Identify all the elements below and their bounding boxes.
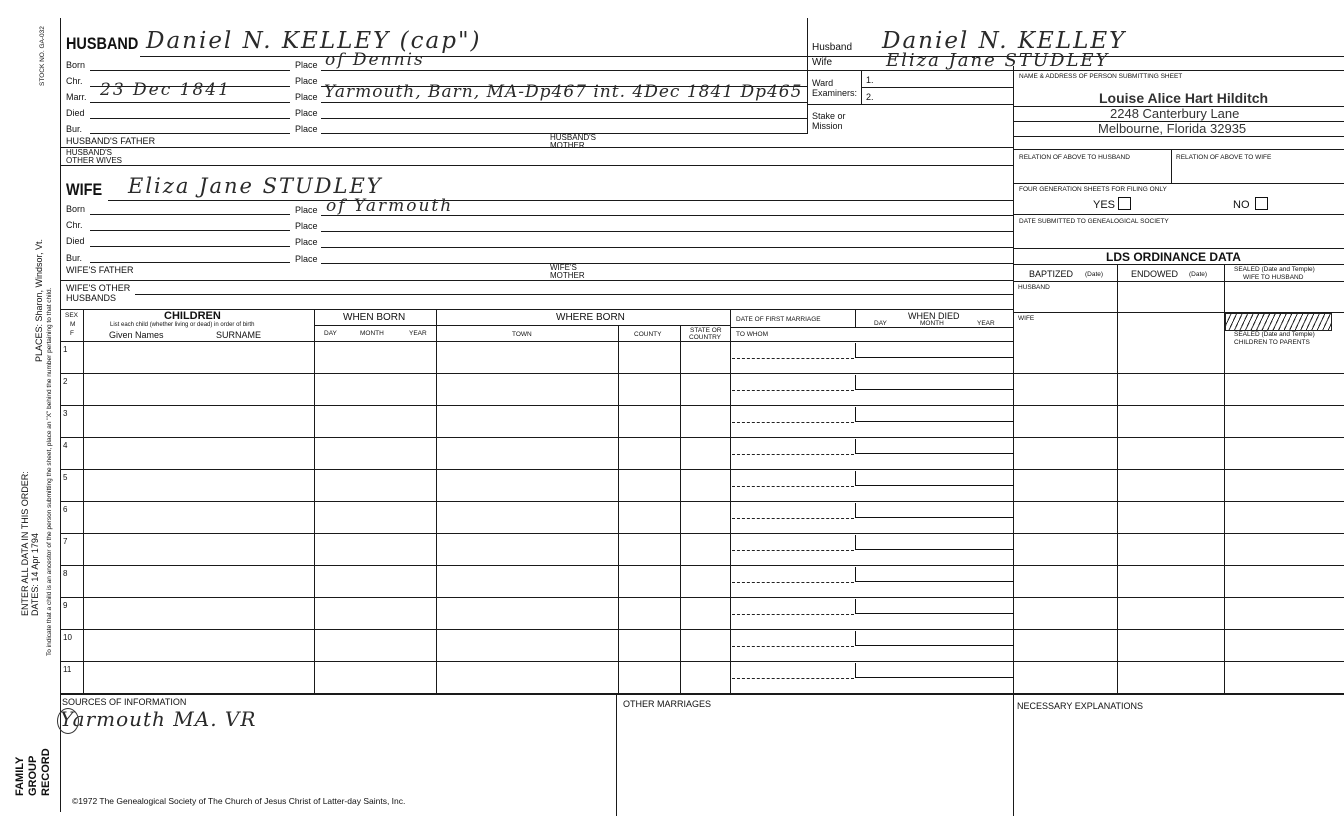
first-marriage-underline <box>730 327 1013 328</box>
child-row-line <box>60 405 1344 406</box>
death-date-field[interactable] <box>855 471 1014 486</box>
sex-label: SEX <box>65 312 79 319</box>
surname-label: SURNAME <box>216 330 262 340</box>
marriage-date-dash <box>732 614 854 615</box>
child-row-number: 7 <box>63 537 68 546</box>
children-list-note: List each child (whether living or dead) in order of birth <box>110 322 255 328</box>
wife-bur-place-label: Place <box>295 254 318 264</box>
baptized-date-label: (Date) <box>1085 271 1104 278</box>
stake-label: Stake or <box>812 111 846 121</box>
wife-parents-line <box>60 280 1013 281</box>
wife-chr-line <box>90 230 290 231</box>
date-submitted-label: DATE SUBMITTED TO GENEALOGICAL SOCIETY <box>1019 218 1169 225</box>
footer-divider <box>616 694 617 816</box>
child-row-line <box>60 437 1344 438</box>
husband-other-wives-label-2: OTHER WIVES <box>66 156 123 165</box>
wifes-mother-label-1: WIFE'S <box>550 263 577 272</box>
given-names-label: Given Names <box>109 330 164 340</box>
wife-other-husbands-label-2: HUSBANDS <box>66 293 117 303</box>
child-row-number: 11 <box>63 665 72 674</box>
relation-to-wife-label: RELATION OF ABOVE TO WIFE <box>1176 154 1272 161</box>
husband-died-place-line <box>321 118 807 119</box>
when-died-label: WHEN DIED <box>908 311 960 321</box>
wife-born-label: Born <box>66 204 86 214</box>
wife-born-place-line <box>321 215 1013 216</box>
relation-divider <box>1171 149 1172 184</box>
wifes-mother-label-2: MOTHER <box>550 271 585 280</box>
husband-born-place-line <box>321 70 807 71</box>
child-row-number: 10 <box>63 633 72 642</box>
husband-bur-label: Bur. <box>66 124 83 134</box>
husbands-father-label: HUSBAND'S FATHER <box>66 136 156 146</box>
husband-section-bottom <box>60 165 1013 166</box>
state-label-2: COUNTRY <box>689 334 722 341</box>
child-row-line <box>60 629 1344 630</box>
husband-born-line <box>90 70 290 71</box>
sources-circle-mark <box>57 708 79 734</box>
header-husband-entry[interactable]: Daniel N. KELLEY <box>882 28 1127 54</box>
death-date-field[interactable] <box>855 535 1014 550</box>
yes-checkbox[interactable] <box>1118 197 1131 210</box>
husband-died-line <box>90 118 290 119</box>
when-died-divider <box>855 309 856 327</box>
submitter-label: NAME & ADDRESS OF PERSON SUBMITTING SHEET <box>1019 73 1183 80</box>
form-title-group: GROUP <box>27 755 39 796</box>
relation-to-husband-label: RELATION OF ABOVE TO HUSBAND <box>1019 154 1130 161</box>
husband-chr-label: Chr. <box>66 76 83 86</box>
child-row-number: 8 <box>63 569 68 578</box>
other-marriages-label: OTHER MARRIAGES <box>623 699 712 709</box>
mission-label: Mission <box>812 121 843 131</box>
wife-chr-place-label: Place <box>295 221 318 231</box>
ancestor-instruction: To indicate that a child is an ancestor of the person submitting the sheet, place an "X" behind the number pertaining to that child. <box>46 287 53 656</box>
husband-heading: HUSBAND <box>66 34 139 53</box>
submitter-street: 2248 Canterbury Lane <box>1110 106 1240 121</box>
wife-bur-label: Bur. <box>66 253 83 263</box>
yes-label: YES <box>1093 199 1116 211</box>
county-label: COUNTY <box>634 331 662 338</box>
lds-title: LDS ORDINANCE DATA <box>1106 250 1241 264</box>
wifes-father-label: WIFE'S FATHER <box>66 265 134 275</box>
child-row-number: 6 <box>63 505 68 514</box>
husband-name-entry[interactable]: Daniel N. KELLEY (cap") <box>146 28 482 54</box>
husband-bur-line <box>90 133 290 134</box>
death-date-field[interactable] <box>855 599 1014 614</box>
wife-chr-place-line <box>321 231 1013 232</box>
no-checkbox[interactable] <box>1255 197 1268 210</box>
examiner-1-line <box>861 87 1013 88</box>
child-row-line <box>60 469 1344 470</box>
lds-husband-label: HUSBAND <box>1018 284 1050 291</box>
wife-died-line <box>90 246 290 247</box>
husband-name-line <box>140 56 807 57</box>
child-row-line <box>60 501 1344 502</box>
sex-f-label: F <box>70 330 74 337</box>
footer-top <box>60 694 1344 695</box>
submitter-line-3 <box>1013 136 1344 137</box>
husband-died-place-label: Place <box>295 108 318 118</box>
child-row-number: 3 <box>63 409 68 418</box>
died-month-label: MONTH <box>920 320 944 327</box>
born-day-label: DAY <box>324 330 337 337</box>
state-label-1: STATE OR <box>690 327 722 334</box>
wife-name-entry[interactable]: Eliza Jane STUDLEY <box>128 174 383 198</box>
form-title-record: RECORD <box>40 748 52 796</box>
no-label: NO <box>1233 199 1250 211</box>
died-day-label: DAY <box>874 320 887 327</box>
wife-other-husbands-line <box>135 294 1013 295</box>
child-row-line <box>60 597 1344 598</box>
marriage-date-dash <box>732 358 854 359</box>
when-born-label: WHEN BORN <box>343 312 406 323</box>
husband-born-label: Born <box>66 60 86 70</box>
husband-died-label: Died <box>66 108 85 118</box>
sources-label: SOURCES OF INFORMATION <box>62 697 187 707</box>
husband-marr-label: Marr. <box>66 92 87 102</box>
examiner-1-label: 1. <box>866 75 874 85</box>
death-date-field[interactable] <box>855 631 1014 646</box>
wife-died-place-label: Place <box>295 237 318 247</box>
husband-marr-place-entry[interactable]: Yarmouth, Barn, MA-Dp467 int. 4Dec 1841 Dp465 <box>324 82 803 102</box>
necessary-explanations-label: NECESSARY EXPLANATIONS <box>1017 701 1144 711</box>
husband-chr-place-label: Place <box>295 76 318 86</box>
children-heading: CHILDREN <box>164 310 221 322</box>
four-generation-label: FOUR GENERATION SHEETS FOR FILING ONLY <box>1019 186 1167 193</box>
examiners-bottom <box>807 104 1013 105</box>
ward-label: Ward <box>812 78 834 88</box>
husband-marr-line <box>90 102 290 103</box>
lds-hatched-block <box>1225 313 1332 331</box>
sealed-wife-husband-label-1: SEALED (Date and Temple) <box>1234 266 1315 273</box>
wife-name-line <box>108 200 1013 201</box>
enter-all-data-note: ENTER ALL DATA IN THIS ORDER: <box>20 471 30 616</box>
date-submitted-bottom <box>1013 248 1344 249</box>
header-husband-label: Husband <box>812 42 853 53</box>
child-row-number: 5 <box>63 473 68 482</box>
child-row-line <box>60 533 1344 534</box>
husband-marr-place-label: Place <box>295 92 318 102</box>
examiners-label: Examiners: <box>812 88 858 98</box>
to-whom-label: TO WHOM <box>736 331 769 338</box>
sources-entry[interactable]: Yarmouth MA. VR <box>60 707 257 731</box>
children-header-bottom <box>60 341 1013 342</box>
child-row-number: 2 <box>63 377 68 386</box>
child-row-number: 1 <box>63 345 68 354</box>
first-marriage-label: DATE OF FIRST MARRIAGE <box>736 316 821 323</box>
lds-wife-label: WIFE <box>1018 315 1035 322</box>
death-date-field[interactable] <box>855 407 1014 422</box>
wife-bur-place-line <box>321 263 1013 264</box>
form-title-family: FAMILY <box>14 756 26 796</box>
marriage-date-dash <box>732 486 854 487</box>
husband-marr-date-entry[interactable]: 23 Dec 1841 <box>100 80 231 100</box>
husbands-mother-label-1: HUSBAND'S <box>550 133 596 142</box>
marriage-date-dash <box>732 646 854 647</box>
child-row-line <box>60 661 1344 662</box>
relation-bottom <box>1013 183 1344 184</box>
marriage-date-dash <box>732 422 854 423</box>
col-county <box>618 325 619 694</box>
death-date-field[interactable] <box>855 663 1014 678</box>
sealed-wife-husband-label-2: WIFE TO HUSBAND <box>1243 274 1304 281</box>
examiner-2-label: 2. <box>866 92 874 102</box>
child-row-number: 9 <box>63 601 68 610</box>
husband-parents-line <box>60 147 1013 148</box>
sex-m-label: M <box>70 321 76 328</box>
child-row-number: 4 <box>63 441 68 450</box>
sealed-children-label-1: SEALED (Date and Temple) <box>1234 331 1315 338</box>
marriage-date-dash <box>732 678 854 679</box>
death-date-field[interactable] <box>855 343 1014 358</box>
header-wife-line <box>807 70 1344 71</box>
died-year-label: YEAR <box>977 320 995 327</box>
header-wife-entry[interactable]: Eliza Jane STUDLEY <box>886 50 1110 71</box>
husband-other-wives-label-1: HUSBAND'S <box>66 148 112 157</box>
born-month-label: MONTH <box>360 330 384 337</box>
sealed-children-label-2: CHILDREN TO PARENTS <box>1234 339 1310 346</box>
submitter-city: Melbourne, Florida 32935 <box>1098 121 1247 136</box>
when-born-underline <box>314 325 436 326</box>
where-born-label: WHERE BORN <box>556 312 625 323</box>
death-date-field[interactable] <box>855 503 1014 518</box>
marriage-date-dash <box>732 518 854 519</box>
where-born-underline <box>436 325 730 326</box>
places-note: PLACES: Sharon, Windsor, Vt. <box>34 238 44 362</box>
child-row-line <box>60 565 1344 566</box>
stock-number: STOCK NO. GA-032 <box>39 26 46 86</box>
wife-born-line <box>90 214 290 215</box>
submitter-name: Louise Alice Hart Hilditch <box>1099 90 1269 106</box>
copyright: ©1972 The Genealogical Society of The Church of Jesus Christ of Latter-day Saints, Inc. <box>72 796 406 806</box>
marriage-date-dash <box>732 550 854 551</box>
wife-died-place-line <box>321 247 1013 248</box>
endowed-label: ENDOWED <box>1131 269 1178 279</box>
marriage-date-dash <box>732 454 854 455</box>
lds-title-bottom <box>1013 264 1344 265</box>
four-gen-bottom <box>1013 214 1344 215</box>
wife-heading: WIFE <box>66 180 103 199</box>
husband-bur-place-label: Place <box>295 124 318 134</box>
born-year-label: YEAR <box>409 330 427 337</box>
endowed-date-label: (Date) <box>1189 271 1208 278</box>
husband-born-place-label: Place <box>295 60 318 70</box>
marriage-date-dash <box>732 582 854 583</box>
husband-marr-place-line <box>321 102 807 103</box>
death-date-field[interactable] <box>855 567 1014 582</box>
lds-header-bottom <box>1013 281 1344 282</box>
husbands-mother-label-2: MOTHER <box>550 141 585 150</box>
col-state <box>680 325 681 694</box>
death-date-field[interactable] <box>855 375 1014 390</box>
submitter-box-bottom <box>1013 149 1344 150</box>
wife-bur-line <box>90 262 290 263</box>
wife-born-place-label: Place <box>295 205 318 215</box>
husband-born-place-entry[interactable]: of Dennis <box>325 50 425 70</box>
wife-born-place-entry[interactable]: of Yarmouth <box>326 196 454 216</box>
header-wife-label: Wife <box>812 57 832 68</box>
town-label: TOWN <box>512 331 532 338</box>
baptized-label: BAPTIZED <box>1029 269 1074 279</box>
wife-other-husbands-label-1: WIFE'S OTHER <box>66 283 131 293</box>
child-row-line <box>60 373 1344 374</box>
wife-chr-label: Chr. <box>66 220 83 230</box>
dates-note: DATES: 14 Apr 1794 <box>30 533 40 616</box>
death-date-field[interactable] <box>855 439 1014 454</box>
marriage-date-dash <box>732 390 854 391</box>
header-divider <box>807 18 808 134</box>
wife-died-label: Died <box>66 236 85 246</box>
